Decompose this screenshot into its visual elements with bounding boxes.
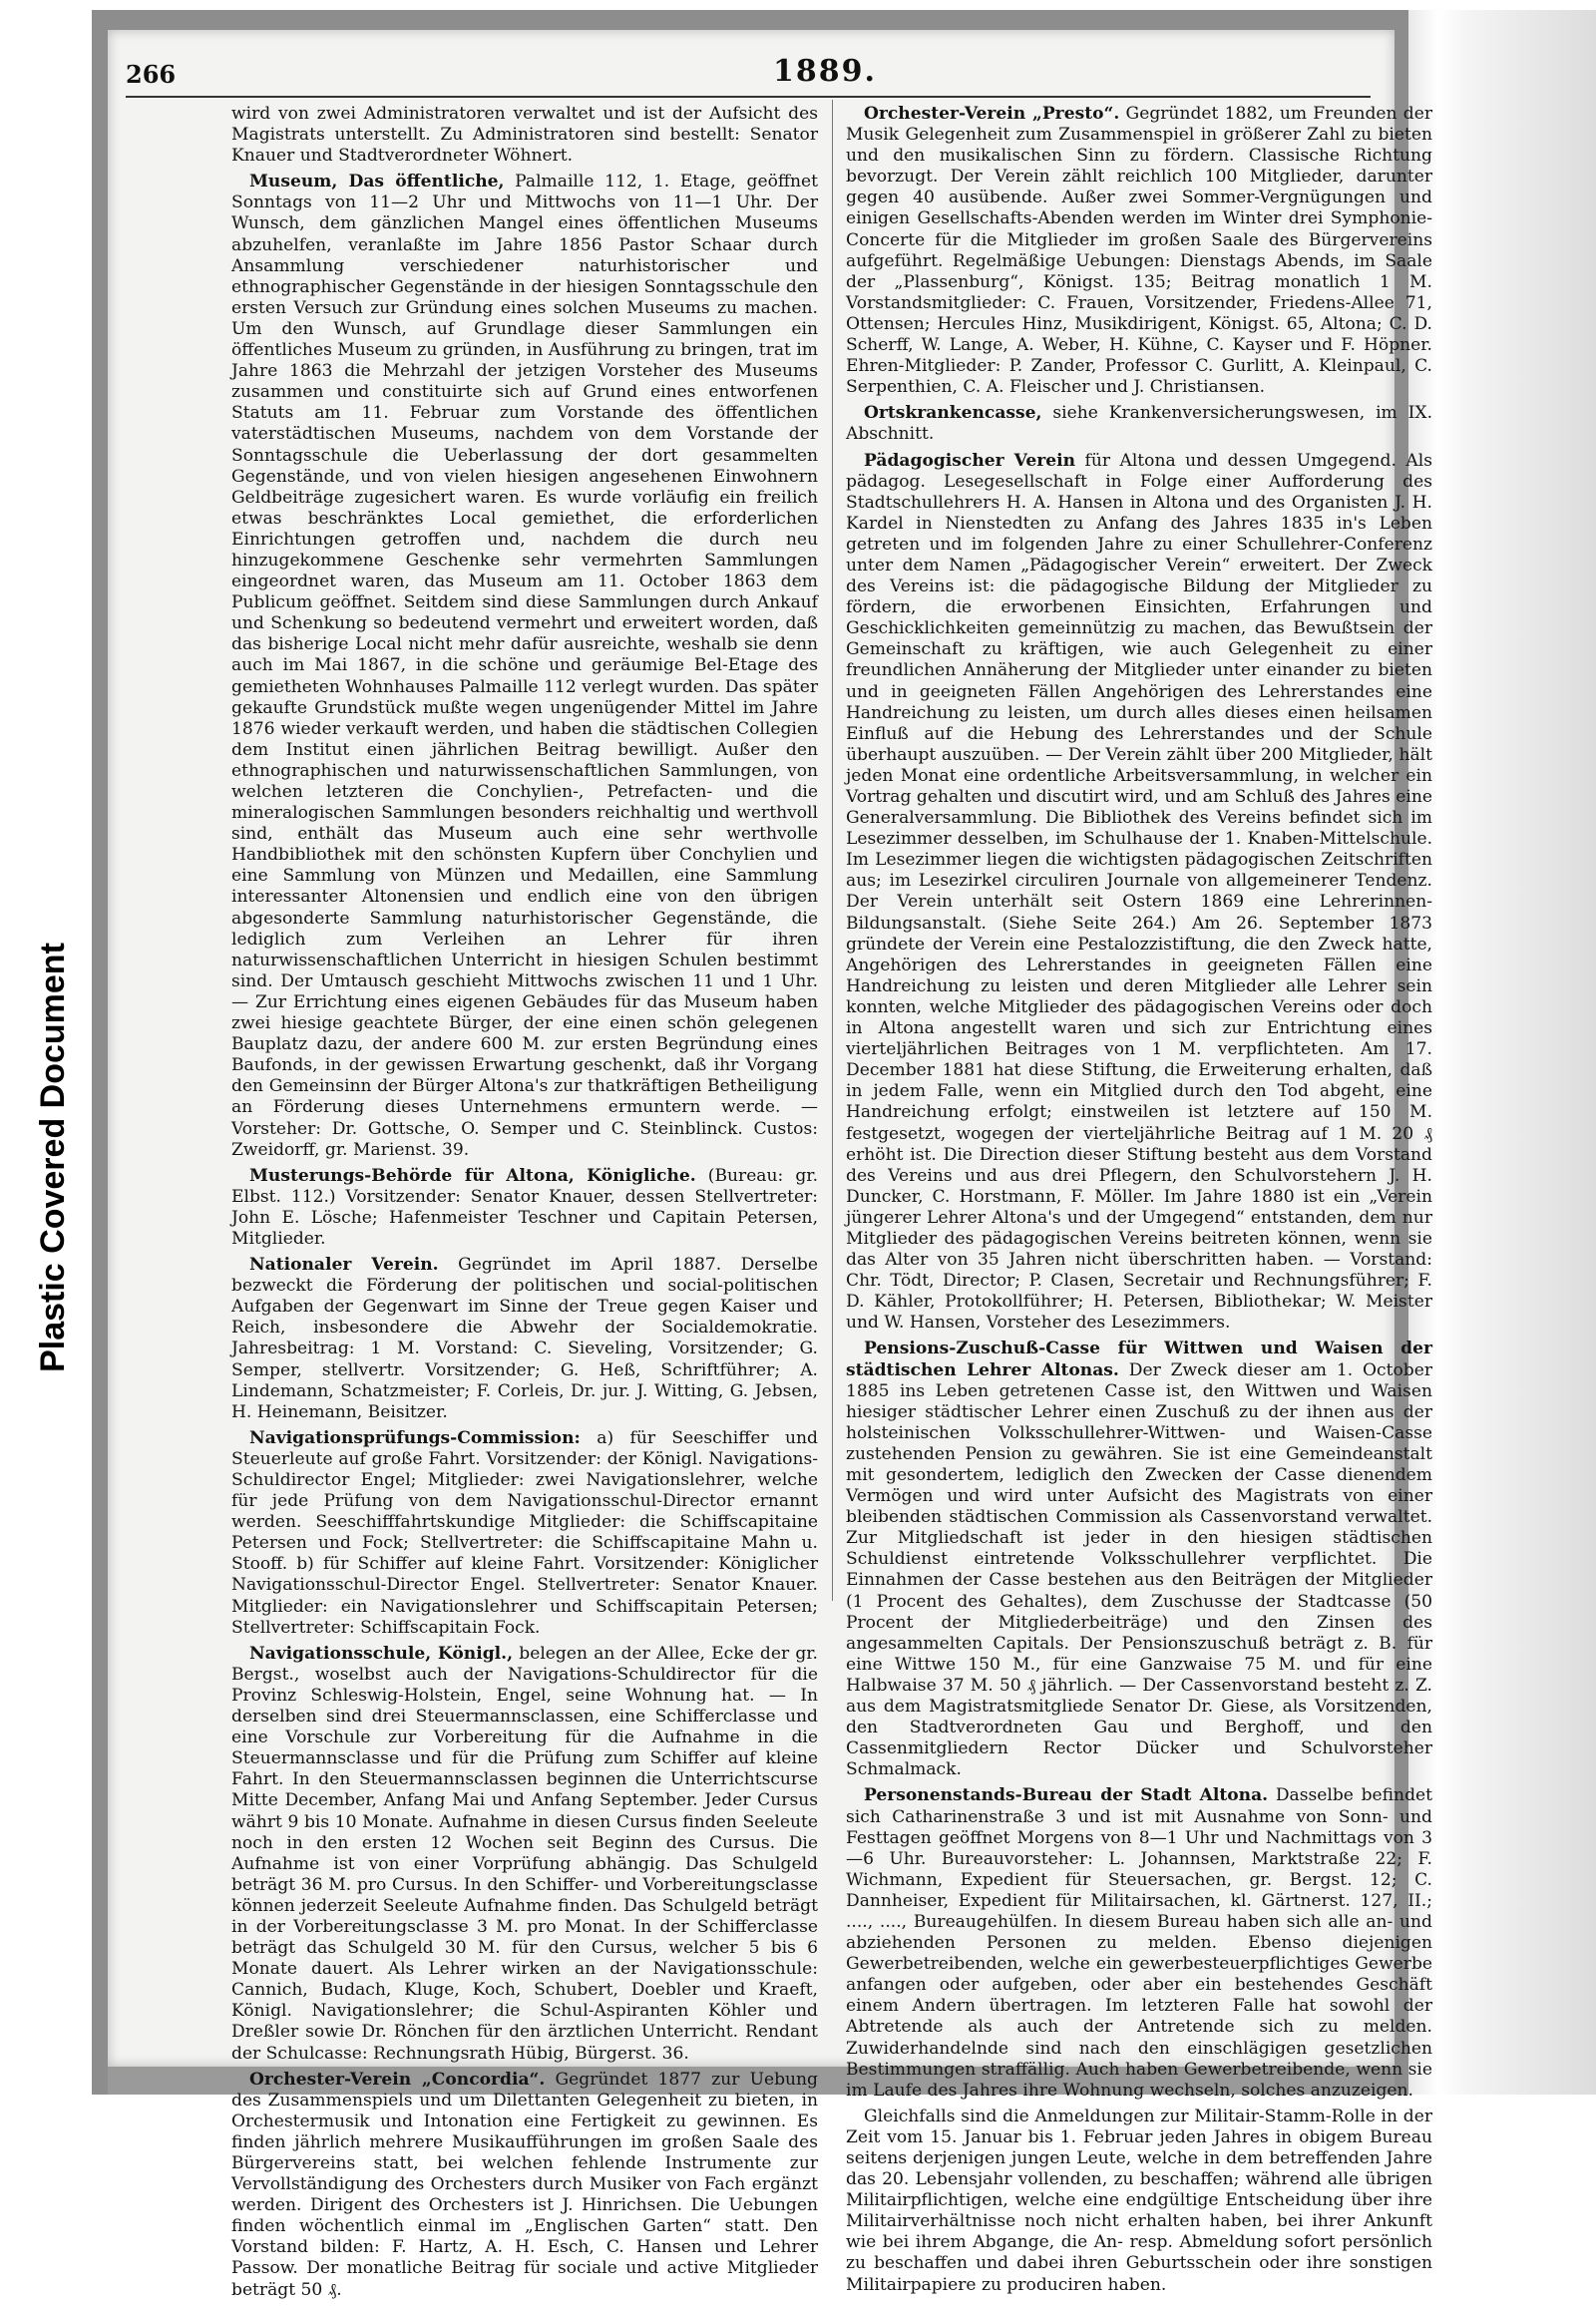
entry-text: Der Zweck dieser am 1. October 1885 ins Leben getretenen Casse ist, den Wittwen und Waisen hiesiger städtischer Lehrer einen Zuschuß zu der ihnen aus der holsteinischen Volksschullehrer-Wittwen- und Waisen-Casse zustehenden Pension zu gewähren. Sie ist eine Gemeindeanstalt mit gesondertem, lediglich den Zwecken der Casse dienendem Vermögen und wird unter Aufsicht des Magistrats von einer bleibenden städtischen Commission als Cassenvorstand verwaltet. Zur Mitgliedschaft ist jeder in den hiesigen städtischen Schuldienst eintretende Volksschullehrer verpflichtet. Die Einnahmen der Casse bestehen aus den Beiträgen der Mitglieder (1 Procent des Gehaltes), dem Zuschusse der Stadtcasse (50 Procent der Mitgliederbeiträge) und den Zinsen des angesammelten Capitals. Der Pensionszuschuß beträgt z. B. für eine Wittwe 150 M., für eine Ganzwaise 75 M. und für eine Halbwaise 37 M. 50 ₰ jährlich. — Der Cassenvorstand besteht z. Z. aus dem Magistratsmitgliede Senator Dr. Giese, als Vorsitzenden, den Stadtverordneten Gau und Berghoff, und den Cassenmitgliedern Rector Dücker und Schulvorsteher Schmalmack.: [846, 1359, 1432, 1780]
entry-heading: Pensions-Zuschuß-Casse für Wittwen und Waisen der städtischen Lehrer Altonas.: [846, 1339, 1432, 1380]
entry-paragraph: [231, 1255, 818, 1423]
entry-heading: Orchester-Verein „Concordia“.: [249, 2069, 546, 2090]
page-number: 266: [126, 60, 177, 89]
entry-heading: Orchester-Verein „Presto“.: [864, 104, 1120, 124]
right-column: [846, 104, 1432, 2301]
entry-paragraph: [846, 451, 1432, 1335]
entry-heading: Ortskrankencasse,: [864, 403, 1042, 424]
entry-heading: Nationaler Verein.: [249, 1255, 439, 1276]
entry-paragraph: [846, 2107, 1432, 2296]
entry-text: Gleichfalls sind die Anmeldungen zur Militair-Stamm-Rolle in der Zeit vom 15. Januar bis 1. Februar jeden Jahres in obigem Bureau seitens derjenigen jungen Leute, welche in dem betreffenden Jahre das 20. Lebensjahr vollenden, zu beschaffen; während alle übrigen Militairpflichtigen, welche eine endgültige Entscheidung über ihre Militairverhältnisse noch nicht erhalten haben, bei ihrer Ankunft wie bei ihrem Abgange, die An- resp. Abmeldung sofort persönlich zu beschaffen und dabei ihren Geburtsschein oder ihre sonstigen Militairpapiere zu produciren haben.: [846, 2106, 1432, 2295]
plastic-covered-label-text: Plastic Covered Document: [33, 942, 72, 1372]
entry-paragraph: [231, 1428, 818, 1639]
entry-text: Gegründet im April 1887. Derselbe bezweckt die Förderung der politischen und social-politischen Aufgaben der Gegenwart im Sinne der Treue gegen Kaiser und Reich, insbesondere die Abwehr der Socialdemokratie. Jahresbeitrag: 1 M. Vorstand: C. Sieveling, Vorsitzender; G. Semper, stellvertr. Vorsitzender; G. Heß, Schriftführer; A. Lindemann, Schatzmeister; F. Corleis, Dr. jur. J. Witting, G. Jebsen, H. Heinemann, Beisitzer.: [231, 1255, 818, 1422]
entry-paragraph: [231, 2070, 818, 2301]
entry-paragraph: [231, 1166, 818, 1250]
page-year: 1889.: [773, 54, 877, 89]
header-rule: [126, 96, 1371, 98]
entry-text: (Bureau: gr. Elbst. 112.) Vorsitzender: Senator Knauer, dessen Stellvertreter: John E. Lösche; Hafenmeister Teschner und Capitain Petersen, Mitglieder.: [231, 1165, 818, 1249]
entry-heading: Personenstands-Bureau der Stadt Altona.: [864, 1785, 1269, 1806]
entry-text: Gegründet 1882, um Freunden der Musik Gelegenheit zum Zusammenspiel in größerer Zahl zu bieten und den musikalischen Sinn zu fördern. Classische Richtung bevorzugt. Der Verein zählt reichlich 100 Mitglieder, darunter gegen 40 ausübende. Außer zwei Sommer-Vergnügungen und einigen Gesellschafts-Abenden werden im Winter drei Symphonie-Concerte für die Mitglieder im großen Saale des Bürgervereins aufgeführt. Regelmäßige Uebungen: Dienstags Abends, im Saale der „Plassenburg“, Königst. 135; Beitrag monatlich 1 M. Vorstandsmitglieder: C. Frauen, Vorsitzender, Friedens-Allee 71, Ottensen; Hercules Hinz, Musikdirigent, Königst. 65, Altona; C. D. Scherff, W. Lange, A. Weber, H. Kühne, C. Kayser und F. Höpner. Ehren-Mitglieder: P. Zander, Professor C. Gurlitt, A. Kleinpaul, C. Serpenthien, C. A. Fleischer und J. Christiansen.: [846, 104, 1432, 398]
entry-text: für Altona und dessen Umgegend. Als pädagog. Lesegesellschaft in Folge einer Aufforderung des Stadtschullehrers H. A. Hansen in Altona und des Organisten J. H. Kardel in Nienstedten zu Anfang des Jahres 1835 in's Leben getreten und im folgenden Jahre zu einer Schullehrer-Conferenz unter dem Namen „Pädagogischer Verein“ erweitert. Der Zweck des Vereins ist: die pädagogische Bildung der Mitglieder zu fördern, die erworbenen Einsichten, Erfahrungen und Geschicklichkeiten gemeinnützig zu machen, das Bewußtsein der Gemeinschaft zu kräftigen, wie auch Gelegenheit zu einer freundlichen Annäherung der Mitglieder unter einander zu bieten und in geeigneten Fällen Angehörigen des Lehrerstandes eine Handreichung zu leisten, um durch alles dieses einen heilsamen Einfluß auf die Hebung des Lehrerstandes und der Schule überhaupt auszuüben. — Der Verein zählt über 200 Mitglieder, hält jeden Monat eine ordentliche Arbeitsversammlung, in welcher ein Vortrag gehalten und discutirt wird, und am Schluß des Jahres eine Generalversammlung. Die Bibliothek des Vereins befindet sich im Lesezimmer desselben, im Schulhause der 1. Knaben-Mittelschule. Im Lesezimmer liegen die wichtigsten pädagogischen Zeitschriften aus; im Lesezirkel circuliren Journale von allgemeinerer Tendenz. Der Verein unterhält seit Ostern 1869 eine Lehrerinnen-Bildungsanstalt. (Siehe Seite 264.) Am 26. September 1873 gründete der Verein eine Pestalozzistiftung, die den Zweck hatte, Angehörigen des Lehrerstandes in geeigneten Fällen eine Handreichung zu leisten und deren Mitglieder alle Lehrer sein konnten, welche Mitglieder des pädagogischen Vereins oder doch in Altona angestellt waren und sich zur Entrichtung eines vierteljährlichen Beitrages von 1 M. verpflichteten. Am 17. December 1881 hat diese Stiftung, die Erweiterung erhalten, daß in jedem Falle, wenn ein Mitglied durch den Tod abgeht, eine Handreichung erfolgt; einstweilen ist letztere auf 150 M. festgesetzt, wogegen der vierteljährliche Beitrag auf 1 M. 20 ₰ erhöht ist. Die Direction dieser Stiftung besteht aus dem Vorstand des Vereins und aus drei Pflegern, den Schulvorstehern J. H. Duncker, C. Horstmann, F. Möller. Im Jahre 1880 ist ein „Verein jüngerer Lehrer Altona's und der Umgegend“ entstanden, dem nur Mitglieder des pädagogischen Vereins beitreten können, wenn sie das Alter von 35 Jahren nicht überschritten haben. — Vorstand: Chr. Tödt, Director; P. Clasen, Secretair und Rechnungsführer; F. D. Kähler, Protokollführer; H. Petersen, Bibliothekar; W. Meister und W. Hansen, Vorsteher des Lesezimmers.: [846, 450, 1432, 1334]
entry-text: a) für Seeschiffer und Steuerleute auf große Fahrt. Vorsitzender: der Königl. Navigations-Schuldirector Engel; Mitglieder: zwei Navigationslehrer, welche für jede Prüfung von dem Navigationsschul-Director ernannt werden. Seeschifffahrtskundige Mitglieder: die Schiffscapitaine Petersen und Fock; Stellvertreter: die Schiffscapitaine Mahn u. Stooff. b) für Schiffer auf kleine Fahrt. Vorsitzender: Königlicher Navigationsschul-Director Engel. Stellvertreter: Senator Knauer. Mitglieder: ein Navigationslehrer und Schiffscapitain Petersen; Stellvertreter: Schiffscapitain Fock.: [231, 1427, 819, 1638]
left-column: [231, 104, 818, 2306]
entry-text: belegen an der Allee, Ecke der gr. Bergst., woselbst auch der Navigations-Schuldirector für die Provinz Schleswig-Holstein, Engel, seine Wohnung hat. — In derselben sind drei Steuermannsclassen, eine Schifferclasse und eine Vorschule zur Vorbereitung für die Aufnahme in die Steuermannsclasse und für die Prüfung zum Schiffer auf kleine Fahrt. In den Steuermannsclassen beginnen die Unterrichtscurse Mitte December, Anfang Mai und Anfang September. Jeder Cursus währt 9 bis 10 Monate. Aufnahme in diesen Cursus finden Seeleute noch in den ersten 12 Wochen seit Beginn des Cursus. Die Aufnahme ist von einer Vorprüfung abhängig. Das Schulgeld beträgt 36 M. pro Cursus. In den Schiffer- und Vorbereitungsclasse können jederzeit Seeleute Aufnahme finden. Das Schulgeld beträgt in der Vorbereitungsclasse 3 M. pro Monat. In der Schifferclasse beträgt das Schulgeld 30 M. für den Cursus, welcher 5 bis 6 Monate dauert. Als Lehrer wirken an der Navigationsschule: Cannich, Budach, Kluge, Koch, Schubert, Doebler und Kraeft, Königl. Navigationslehrer; die Schul-Aspiranten Köhler und Dreßler sowie Dr. Rönchen für den ärztlichen Unterricht. Rendant der Schulcasse: Rechnungsrath Hübig, Bürgerst. 36.: [231, 1643, 818, 2064]
entry-paragraph: [231, 1644, 818, 2065]
entry-paragraph: [846, 104, 1432, 398]
entry-heading: Pädagogischer Verein: [864, 450, 1076, 471]
entry-text: Palmaille 112, 1. Etage, geöffnet Sonntags von 11—2 Uhr und Mittwochs von 11—1 Uhr. Der Wunsch, dem gänzlichen Mangel eines öffentlichen Museums abzuhelfen, veranlaßte im Jahre 1856 Pastor Schaar durch Ansammlung verschiedener naturhistorischer und ethnographischer Gegenstände in der hiesigen Sonntagsschule den ersten Versuch zur Gründung eines solchen Museums zu machen. Um den Wunsch, auf Grundlage dieser Sammlungen ein öffentliches Museum zu gründen, in Ausführung zu bringen, trat im Jahre 1863 die Mehrzahl der jetzigen Vorsteher des Museums zusammen und constituirte sich auf Grund eines entworfenen Statuts am 11. Februar zum Vorstande des öffentlichen vaterstädtischen Museums, nachdem von dem Vorstande der Sonntagsschule die Ueberlassung der dort gesammelten Gegenstände, und von vielen hiesigen angesehenen Einwohnern Geldbeiträge zugesichert waren. Es wurde vorläufig ein freilich etwas beschränktes Local gemiethet, die erforderlichen Einrichtungen getroffen und, nachdem die durch neu hinzugekommene Geschenke sehr vermehrten Sammlungen eingeordnet waren, das Museum am 11. October 1863 dem Publicum geöffnet. Seitdem sind diese Sammlungen durch Ankauf und Schenkung so bedeutend vermehrt und erweitert worden, daß das bisherige Local nicht mehr dafür ausreichte, weshalb sie denn auch im Mai 1867, in die schöne und geräumige Bel-Etage des gemietheten Wohnhauses Palmaille 112 verlegt wurden. Das später gekaufte Grundstück mußte wegen ungenügender Mittel im Jahre 1876 wieder verkauft werden, und haben die städtischen Collegien dem Institut einen jährlichen Beitrag bewilligt. Außer den ethnographischen und naturwissenschaftlichen Sammlungen, von welchen letzteren die Conchylien-, Petrefacten- und die mineralogischen Sammlungen besonders reichhaltig und werthvoll sind, enthält das Museum auch eine sehr werthvolle Handbibliothek mit den schönsten Kupfern über Conchylien und eine Sammlung von Münzen und Medaillen, eine Sammlung interessanter Altonensien und endlich eine von den übrigen abgesonderte Sammlung naturhistorischer Gegenstände, die lediglich zum Verleihen an Lehrer für ihren naturwissenschaftlichen Unterricht in hiesigen Schulen bestimmt sind. Der Umtausch geschieht Mittwochs zwischen 11 und 1 Uhr. — Zur Errichtung eines eigenen Gebäudes für das Museum haben zwei hiesige geachtete Bürger, der eine einen schön gelegenen Bauplatz dazu, der andere 600 M. zur ersten Begründung eines Baufonds, in der gewissen Erwartung geschenkt, daß ihr Vorgang den Gemeinsinn der Bürger Altona's zur thatkräftigen Betheiligung an Förderung dieses Unternehmens ermuntern werde. — Vorsteher: Dr. Gottsche, O. Semper und C. Steinblinck. Custos: Zweidorff, gr. Marienst. 39.: [231, 172, 818, 1160]
entry-text: siehe Krankenversicherungswesen, im IX. Abschnitt.: [846, 403, 1433, 445]
entry-text: Gegründet 1877 zur Uebung des Zusammenspiels und um Dilettanten Gelegenheit zu bieten, in Orchestermusik und Intonation eine Fertigkeit zu gewinnen. Es finden jährlich mehrere Musikaufführungen im großen Saale des Bürgervereins statt, bei welchen fehlende Instrumente zur Vervollständigung des Orchesters durch Musiker von Fach ergänzt werden. Dirigent des Orchesters ist J. Hinrichsen. Die Uebungen finden wöchentlich einmal im „Englischen Garten“ statt. Den Vorstand bilden: F. Hartz, A. H. Esch, C. Hansen und Lehrer Passow. Der monatliche Beitrag für sociale und active Mitglieder beträgt 50 ₰.: [231, 2069, 819, 2300]
entry-heading: Navigationsprüfungs-Commission:: [249, 1427, 581, 1448]
entry-paragraph: [846, 403, 1432, 445]
column-separator: [832, 100, 833, 1601]
entry-heading: Musterungs-Behörde für Altona, Königliche.: [249, 1165, 696, 1186]
entry-paragraph: [846, 1785, 1432, 2101]
book-spine: [1408, 10, 1596, 2095]
entry-paragraph: [231, 104, 818, 167]
plastic-covered-label: [8, 878, 98, 1436]
entry-paragraph: [846, 1339, 1432, 1780]
entry-heading: Museum, Das öffentliche,: [249, 172, 505, 192]
entry-heading: Navigationsschule, Königl.,: [249, 1643, 514, 1664]
entry-paragraph: [231, 172, 818, 1160]
entry-text: wird von zwei Administratoren verwaltet und ist der Aufsicht des Magistrats unterstellt. Zu Administratoren sind bestellt: Senator Knauer und Stadtverordneter Wöhnert.: [231, 104, 818, 167]
entry-text: Dasselbe befindet sich Catharinenstraße 3 und ist mit Ausnahme von Sonn- und Festtagen geöffnet Morgens von 8—1 Uhr und Nachmittags von 3—6 Uhr. Bureauvorsteher: L. Johannsen, Marktstraße 22; F. Wichmann, Expedient für Steuersachen, gr. Bergst. 12; C. Dannheiser, Expedient für Militairsachen, kl. Gärtnerst. 127, II.; ...., ...., Bureaugehülfen. In diesem Bureau haben sich alle an- und abziehenden Personen zu melden. Ebenso diejenigen Gewerbetreibenden, welche ein gewerbesteuerpflichtiges Gewerbe anfangen oder aufgeben, oder aber ein bestehendes Geschäft einem Andern übertragen. Im letzteren Falle hat sowohl der Abtretende als auch der Antretende sich zu melden. Zuwiderhandelnde sind nach den einschlägigen gesetzlichen Bestimmungen straffällig. Auch haben Gewerbetreibende, wenn sie im Laufe des Jahres ihre Wohnung wechseln, solches anzuzeigen.: [846, 1785, 1432, 2101]
